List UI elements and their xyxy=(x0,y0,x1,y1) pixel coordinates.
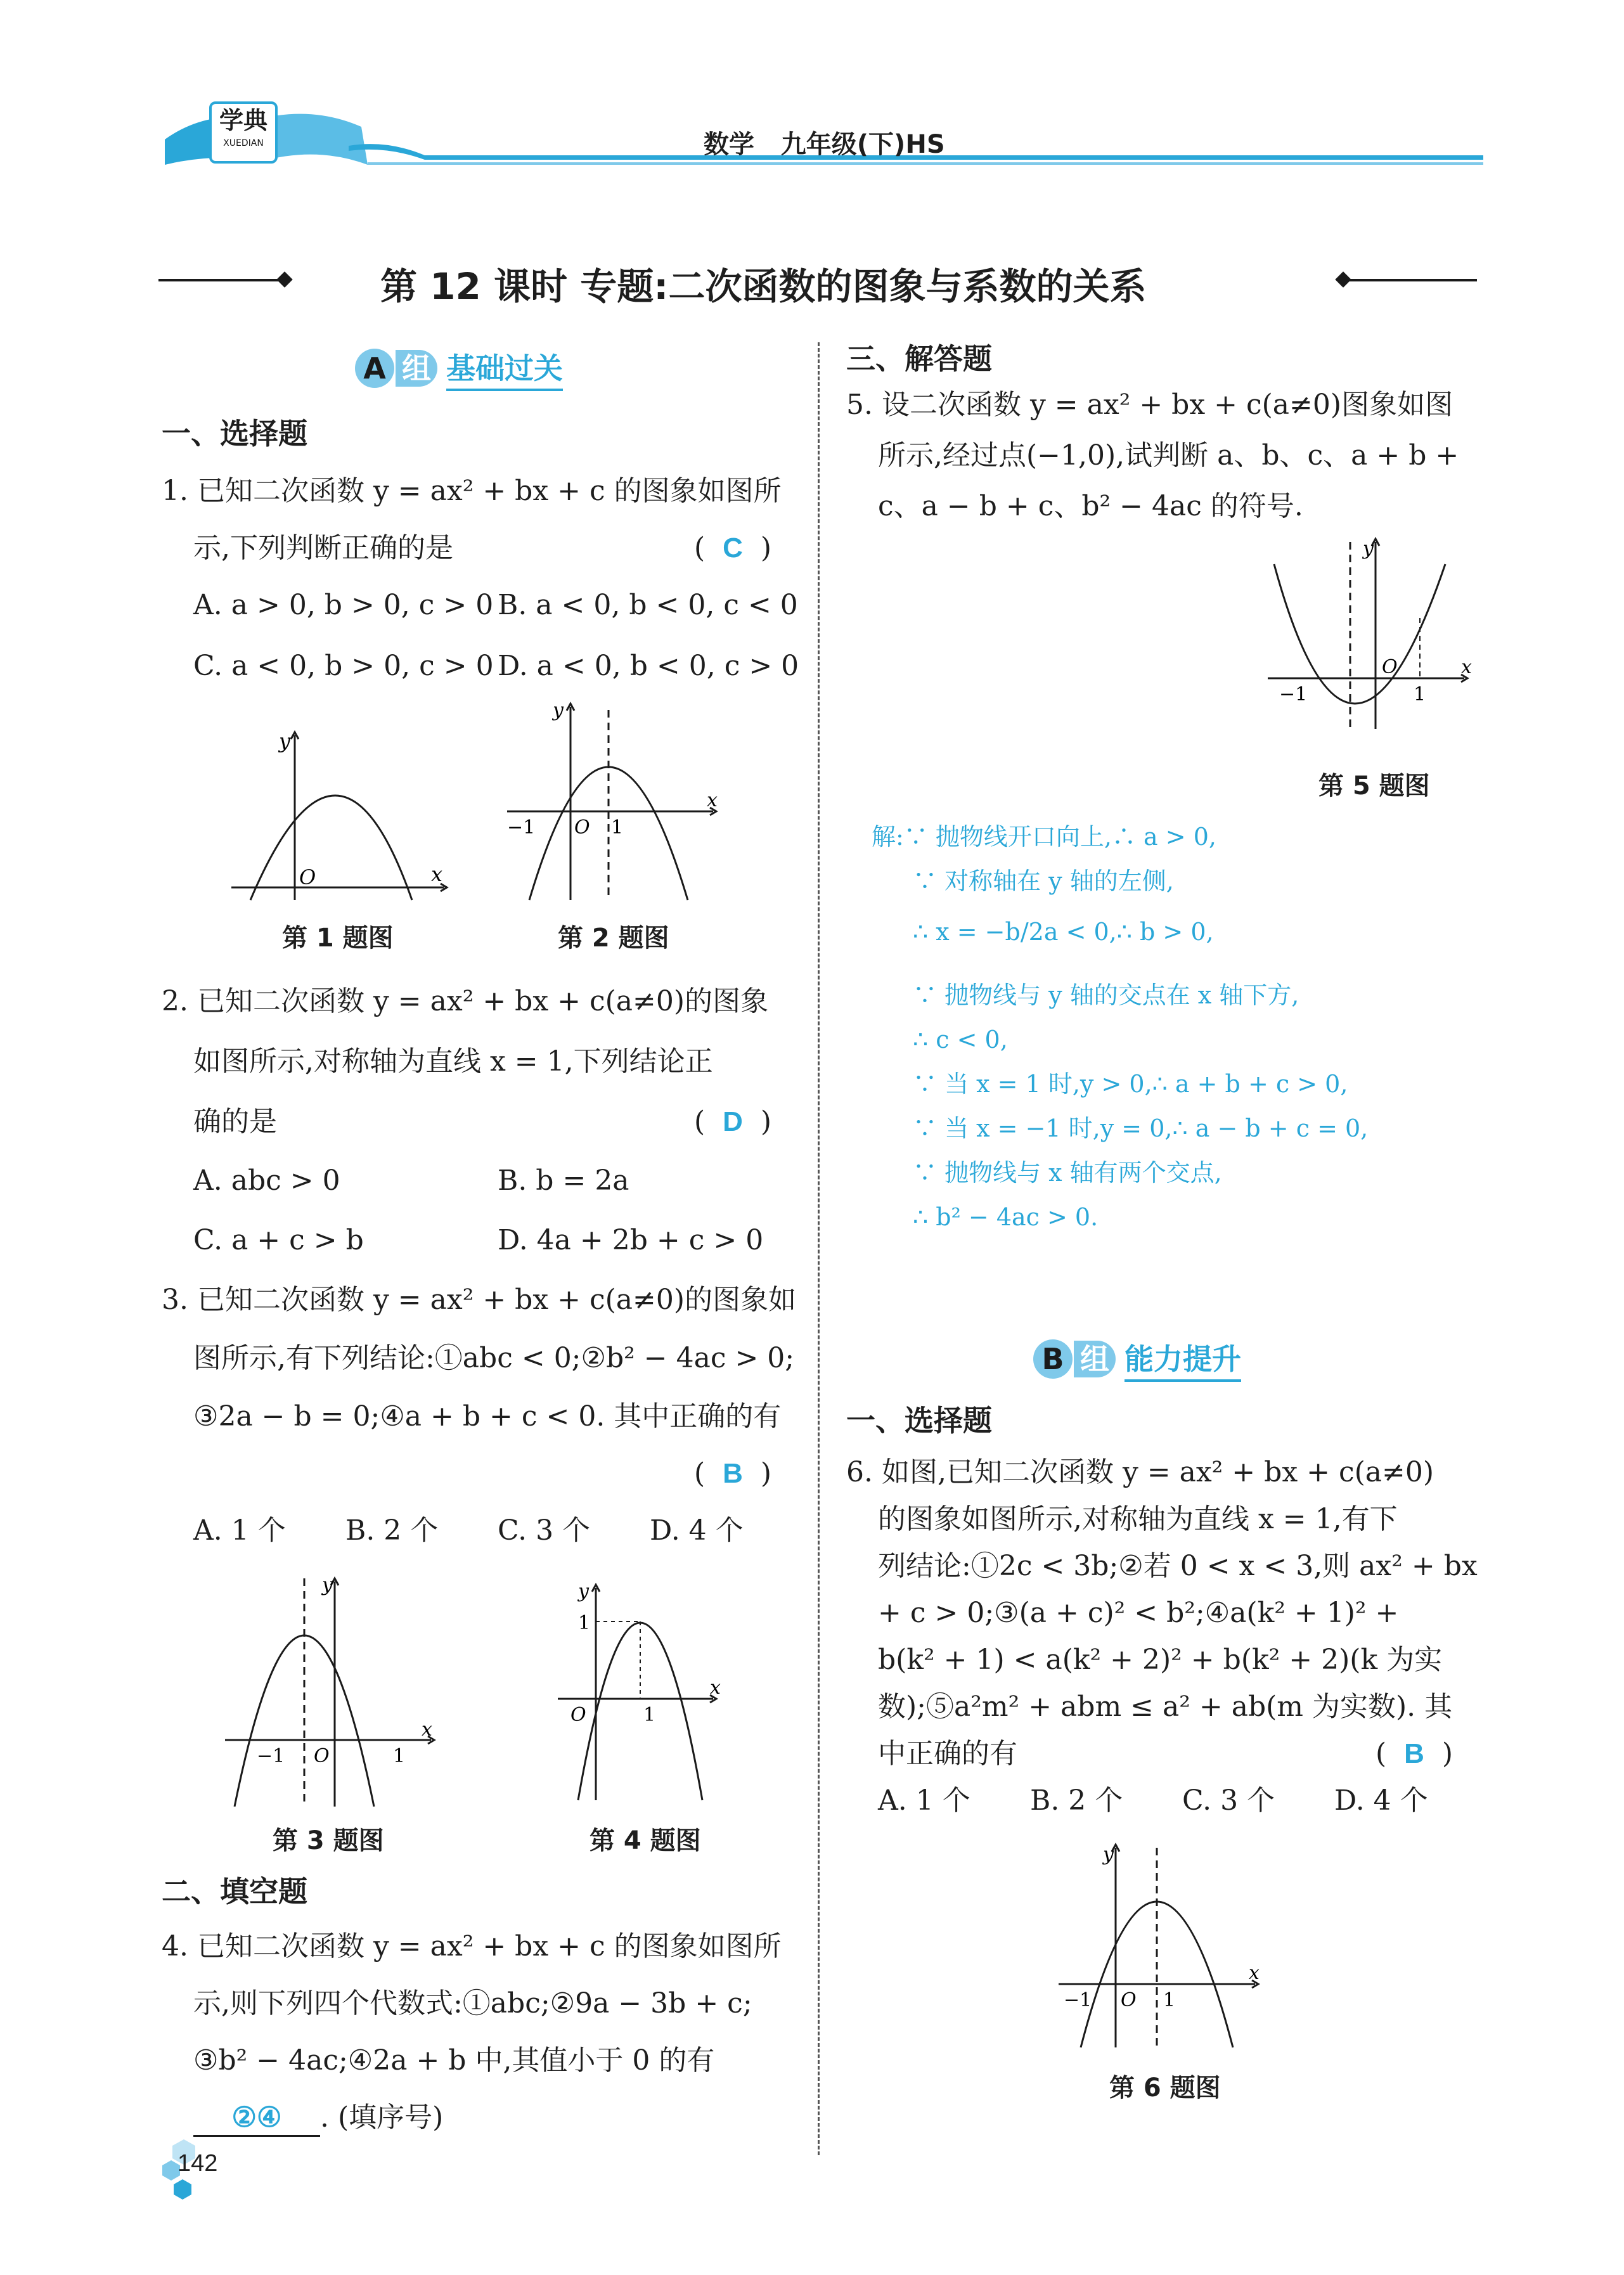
q6-answer: ( B ) xyxy=(1376,1737,1453,1770)
q1-opt-a: A. a > 0, b > 0, c > 0 xyxy=(193,589,494,621)
header xyxy=(0,0,1624,190)
q3-line3: ③2a − b = 0;④a + b + c < 0. 其中正确的有 xyxy=(193,1400,782,1433)
section-fill: 二、填空题 xyxy=(162,1874,307,1909)
q1-answer: ( C ) xyxy=(694,532,772,564)
q6-line5: b(k² + 1) < a(k² + 2)² + b(k² + 2)(k 为实 xyxy=(878,1644,1443,1676)
group-a-header: A 组 基础过关 xyxy=(355,345,563,391)
q6-opt-c: C. 3 个 xyxy=(1182,1784,1275,1817)
q5-line1: 5. 设二次函数 y = ax² + bx + c(a≠0)图象如图 xyxy=(846,389,1453,421)
q6-line2: 的图象如图所示,对称轴为直线 x = 1,有下 xyxy=(878,1503,1398,1535)
svg-text:O: O xyxy=(314,1745,330,1767)
q3-opt-c: C. 3 个 xyxy=(498,1514,591,1547)
caption-fig5: 第 5 题图 xyxy=(1318,771,1430,801)
q4-line1: 4. 已知二次函数 y = ax² + bx + c 的图象如图所 xyxy=(162,1930,782,1962)
q3-answer: ( B ) xyxy=(694,1457,772,1490)
svg-text:x: x xyxy=(707,789,718,811)
solution-line-9: ∴ b² − 4ac > 0. xyxy=(913,1203,1099,1231)
solution-line-8: ∵ 抛物线与 x 轴有两个交点, xyxy=(913,1159,1222,1187)
q3-opt-a: A. 1 个 xyxy=(193,1514,286,1547)
figure-6 xyxy=(1052,1838,1280,2054)
q5-line2: 所示,经过点(−1,0),试判断 a、b、c、a + b + xyxy=(878,439,1459,472)
logo xyxy=(209,101,278,164)
svg-text:1: 1 xyxy=(611,816,624,839)
q6-line1: 6. 如图,已知二次函数 y = ax² + bx + c(a≠0) xyxy=(846,1456,1434,1488)
solution-line-7: ∵ 当 x = −1 时,y = 0,∴ a − b + c = 0, xyxy=(913,1114,1369,1142)
q3-line2: 图所示,有下列结论:①abc < 0;②b² − 4ac > 0; xyxy=(193,1342,795,1374)
q2-opt-c: C. a + c > b xyxy=(193,1224,364,1256)
caption-fig6: 第 6 题图 xyxy=(1109,2073,1221,2103)
q1-opt-d: D. a < 0, b < 0, c > 0 xyxy=(498,650,799,682)
solution-line-4: ∵ 抛物线与 y 轴的交点在 x 轴下方, xyxy=(913,981,1299,1009)
solution-line-1: 解:∵ 抛物线开口向上,∴ a > 0, xyxy=(872,823,1216,851)
svg-text:−1: −1 xyxy=(507,816,536,839)
column-divider xyxy=(818,342,820,2155)
q2-answer: ( D ) xyxy=(694,1105,772,1138)
q5-line3: c、a − b + c、b² − 4ac 的符号. xyxy=(878,490,1303,522)
svg-text:O: O xyxy=(570,1704,586,1726)
q4-line3: ③b² − 4ac;④2a + b 中,其值小于 0 的有 xyxy=(193,2044,715,2077)
q1-opt-c: C. a < 0, b > 0, c > 0 xyxy=(193,650,494,682)
q1-line1: 1. 已知二次函数 y = ax² + bx + c 的图象如图所 xyxy=(162,475,782,507)
svg-text:O: O xyxy=(299,865,316,889)
svg-text:x: x xyxy=(431,862,443,886)
q6-opt-b: B. 2 个 xyxy=(1030,1784,1123,1817)
q6-line4: + c > 0;③(a + c)² < b²;④a(k² + 1)² + xyxy=(878,1597,1399,1629)
logo-text: 学典 xyxy=(219,106,267,134)
svg-text:y: y xyxy=(1103,1843,1114,1866)
q6-line7: 中正确的有 xyxy=(878,1737,1017,1770)
svg-text:−1: −1 xyxy=(1064,1989,1092,2011)
group-b-header: B 组 能力提升 xyxy=(1033,1336,1241,1382)
page-title: 第 12 课时 专题:二次函数的图象与系数的关系 xyxy=(380,265,1147,308)
q3-line1: 3. 已知二次函数 y = ax² + bx + c(a≠0)的图象如 xyxy=(162,1284,797,1316)
q6-opt-a: A. 1 个 xyxy=(878,1784,970,1817)
svg-text:x: x xyxy=(1249,1962,1260,1984)
section-choice-b: 一、选择题 xyxy=(846,1403,992,1438)
svg-text:y: y xyxy=(1363,538,1374,560)
q2-opt-d: D. 4a + 2b + c > 0 xyxy=(498,1224,764,1256)
section-choice: 一、选择题 xyxy=(162,416,307,451)
q1-opt-b: B. a < 0, b < 0, c < 0 xyxy=(498,589,798,621)
q6-line3: 列结论:①2c < 3b;②若 0 < x < 3,则 ax² + bx xyxy=(878,1550,1478,1582)
svg-text:1: 1 xyxy=(643,1704,656,1726)
q4-answer-line: ②④ . (填序号) xyxy=(193,2096,443,2140)
svg-text:1: 1 xyxy=(1163,1989,1176,2011)
section-answer: 三、解答题 xyxy=(846,342,992,376)
q4-answer: ②④ xyxy=(231,2102,282,2133)
figure-5 xyxy=(1261,532,1490,735)
svg-text:x: x xyxy=(1461,656,1472,678)
svg-text:y: y xyxy=(322,1574,333,1596)
title-rule-right xyxy=(1344,279,1477,281)
svg-text:x: x xyxy=(710,1677,721,1699)
title-rule-left xyxy=(158,279,285,281)
q2-opt-b: B. b = 2a xyxy=(498,1164,629,1197)
diamond-left-icon xyxy=(276,271,292,287)
figure-4 xyxy=(551,1578,742,1807)
q6-opt-d: D. 4 个 xyxy=(1334,1784,1428,1817)
svg-text:y: y xyxy=(279,729,291,753)
figure-1 xyxy=(228,729,456,906)
figure-2 xyxy=(494,697,735,906)
solution-line-3: ∴ x = −b/2a < 0,∴ b > 0, xyxy=(913,918,1214,946)
q2-opt-a: A. abc > 0 xyxy=(193,1164,340,1197)
svg-text:−1: −1 xyxy=(1279,683,1308,706)
solution-line-5: ∴ c < 0, xyxy=(913,1026,1008,1054)
q6-line6: 数);⑤a²m² + abm ≤ a² + ab(m 为实数). 其 xyxy=(878,1691,1453,1723)
caption-fig2: 第 2 题图 xyxy=(558,924,669,953)
svg-text:y: y xyxy=(553,699,564,721)
svg-text:1: 1 xyxy=(1414,683,1426,706)
q2-line1: 2. 已知二次函数 y = ax² + bx + c(a≠0)的图象 xyxy=(162,985,769,1017)
svg-text:x: x xyxy=(422,1718,432,1741)
q1-line2: 示,下列判断正确的是 xyxy=(193,532,453,564)
q3-opt-d: D. 4 个 xyxy=(650,1514,744,1547)
figure-3 xyxy=(222,1572,450,1813)
q2-line2: 如图所示,对称轴为直线 x = 1,下列结论正 xyxy=(193,1045,713,1078)
solution-line-6: ∵ 当 x = 1 时,y > 0,∴ a + b + c > 0, xyxy=(913,1070,1348,1098)
svg-text:O: O xyxy=(1382,656,1398,678)
logo-sub: XUEDIAN xyxy=(223,138,264,148)
svg-text:−1: −1 xyxy=(257,1745,285,1767)
svg-text:O: O xyxy=(574,816,590,839)
caption-fig4: 第 4 题图 xyxy=(590,1826,701,1855)
page-number: 142 xyxy=(177,2150,218,2177)
q4-line2: 示,则下列四个代数式:①abc;②9a − 3b + c; xyxy=(193,1987,752,2020)
q3-opt-b: B. 2 个 xyxy=(345,1514,439,1547)
svg-text:1: 1 xyxy=(578,1612,591,1634)
header-subject: 数学 九年级(下)HS xyxy=(704,130,945,159)
svg-text:y: y xyxy=(578,1580,589,1602)
caption-fig3: 第 3 题图 xyxy=(273,1826,384,1855)
svg-text:1: 1 xyxy=(393,1745,406,1767)
q2-line3: 确的是 xyxy=(193,1105,277,1138)
solution-line-2: ∵ 对称轴在 y 轴的左侧, xyxy=(913,867,1174,895)
caption-fig1: 第 1 题图 xyxy=(282,924,394,953)
svg-text:O: O xyxy=(1121,1989,1137,2011)
